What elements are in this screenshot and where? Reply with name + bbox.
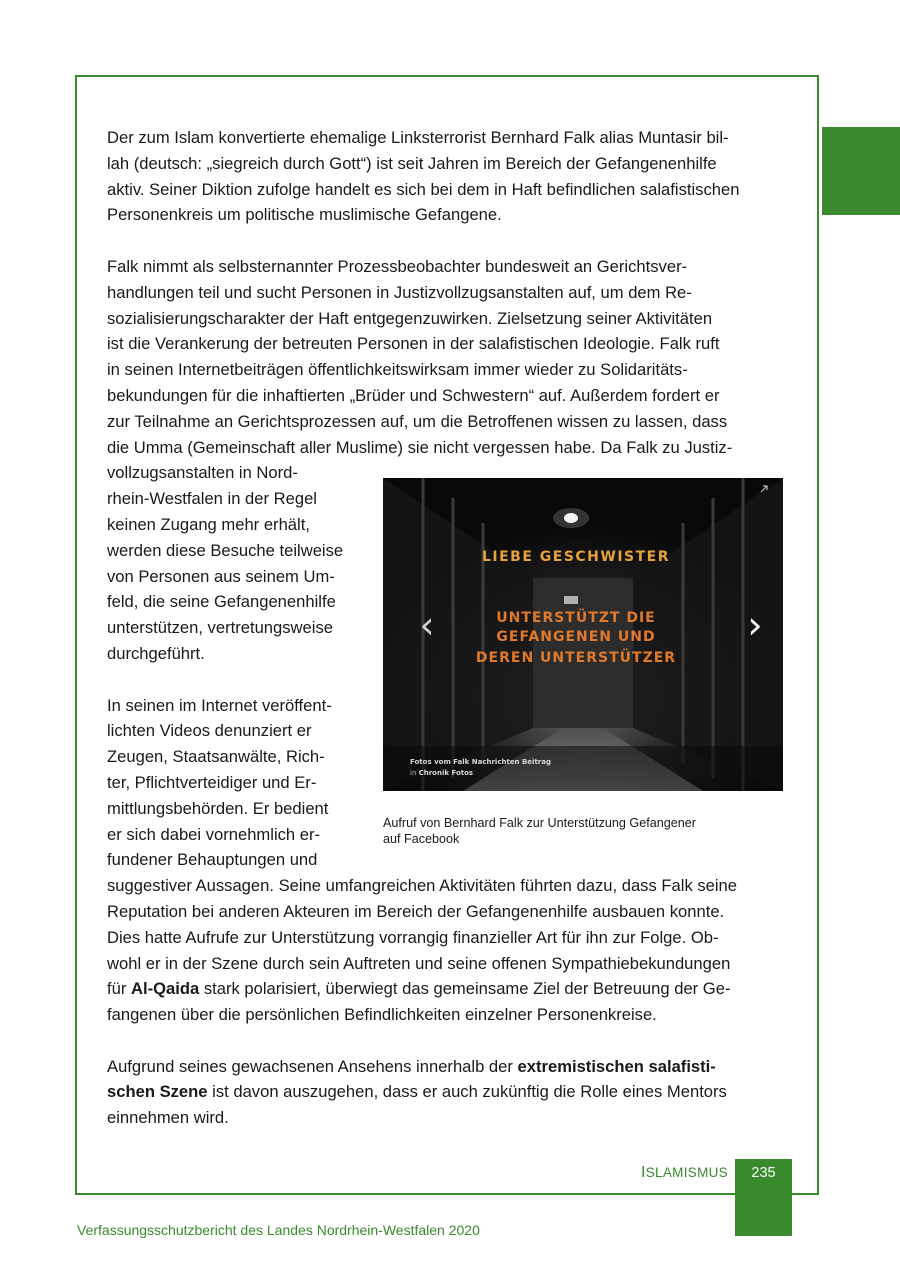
figure-headline: LIEBE GESCHWISTER xyxy=(481,549,671,565)
text-line: in seinen Internetbeiträgen öffentlichkeitswirksam immer wieder zu Solidaritäts- xyxy=(107,360,688,380)
text-line: feld, die seine Gefangenenhilfe xyxy=(107,592,336,612)
figure-subline-2: GEFANGENEN UND xyxy=(496,629,656,645)
caption-line: auf Facebook xyxy=(383,832,460,846)
text-line: Reputation bei anderen Akteuren im Bereich der Gefangenenhilfe ausbauen konnte. xyxy=(107,901,725,921)
text-line: er sich dabei vornehmlich er- xyxy=(107,824,321,844)
carousel-prev-icon[interactable]: ‹ xyxy=(419,603,435,647)
text-segment: für xyxy=(107,979,131,999)
text-segment: stark polarisiert, überwiegt das gemeinsame Ziel der Betreuung der Ge- xyxy=(199,979,731,999)
figure-footer-line-1: Fotos vom Falk Nachrichten Beitrag xyxy=(410,758,551,766)
text-line: Personenkreis um politische muslimische Gefangene. xyxy=(107,205,502,225)
text-line: aktiv. Seiner Diktion zufolge handelt es sich bei dem in Haft befindlichen salafistischen xyxy=(107,179,740,199)
text-segment: ist davon auszugehen, dass er auch zukünftig die Rolle eines Mentors xyxy=(207,1082,727,1102)
figure-subline-1: UNTERSTÜTZT DIE xyxy=(496,610,656,626)
text-line xyxy=(107,1079,797,1105)
text-line: Der zum Islam konvertierte ehemalige Linksterrorist Bernhard Falk alias Muntasir bil- xyxy=(107,128,729,147)
figure-caption xyxy=(383,815,783,847)
text-line: unterstützen, vertretungsweise xyxy=(107,618,333,638)
term-extremist-scene-cont: schen Szene xyxy=(107,1082,208,1102)
text-line: lichten Videos denunziert er xyxy=(107,721,312,741)
text-line: ist die Verankerung der betreuten Personen in der salafistischen Ideologie. Falk ruft xyxy=(107,334,720,354)
text-line: die Umma (Gemeinschaft aller Muslime) sie nicht vergessen habe. Da Falk zu Justiz- xyxy=(107,437,733,457)
text-line: sozialisierungscharakter der Haft entgegenzuwirken. Zielsetzung seiner Aktivitäten xyxy=(107,308,713,328)
facebook-post-image xyxy=(383,478,783,791)
chapter-side-tab xyxy=(822,127,900,215)
carousel-next-icon[interactable]: › xyxy=(747,603,763,647)
text-line: vollzugsanstalten in Nord- xyxy=(107,463,298,483)
text-line: suggestiver Aussagen. Seine umfangreichen Aktivitäten führten dazu, dass Falk seine xyxy=(107,876,738,896)
text-line: zur Teilnahme an Gerichtsprozessen auf, um die Betroffenen wissen zu lassen, dass xyxy=(107,411,728,431)
figure-footer-prefix: in xyxy=(410,769,419,777)
text-line: mittlungsbehörden. Er bedient xyxy=(107,798,329,818)
text-line: ter, Pflichtverteidiger und Er- xyxy=(107,772,317,792)
text-line xyxy=(107,1054,797,1080)
text-line: bekundungen für die inhaftierten „Brüder und Schwestern“ auf. Außerdem fordert er xyxy=(107,385,720,405)
section-label-initial: I xyxy=(641,1164,646,1181)
text-segment: Aufgrund seines gewachsenen Ansehens innerhalb der xyxy=(107,1056,518,1076)
term-extremist-scene: extremistischen salafisti- xyxy=(517,1056,716,1076)
text-line: In seinen im Internet veröffent- xyxy=(107,695,332,715)
section-label-rest: SLAMISMUS xyxy=(645,1165,728,1180)
text-line: Zeugen, Staatsanwälte, Rich- xyxy=(107,747,325,767)
text-line: einnehmen wird. xyxy=(107,1108,229,1128)
section-label xyxy=(641,1164,728,1182)
text-line: wohl er in der Szene durch sein Auftreten und seine offenen Sympathiebekundungen xyxy=(107,953,731,973)
term-al-qaida: Al-Qaida xyxy=(130,979,200,999)
page-number: 235 xyxy=(751,1165,776,1181)
text-line: werden diese Besuche teilweise xyxy=(107,540,344,560)
text-line: lah (deutsch: „siegreich durch Gott“) ist seit Jahren im Bereich der Gefangenenhilfe xyxy=(107,153,717,173)
text-line: fundener Behauptungen und xyxy=(107,850,318,870)
text-line: fangenen über die persönlichen Befindlichkeiten einzelner Personenkreise. xyxy=(107,1005,657,1025)
text-line: durchgeführt. xyxy=(107,643,205,663)
text-line: keinen Zugang mehr erhält, xyxy=(107,514,310,534)
text-line: von Personen aus seinem Um- xyxy=(107,566,335,586)
text-line: Falk nimmt als selbsternannter Prozessbeobachter bundesweit an Gerichtsver- xyxy=(107,256,688,276)
figure-footer-line-2 xyxy=(410,769,473,777)
report-title-footer: Verfassungsschutzbericht des Landes Nordrhein-Westfalen 2020 xyxy=(77,1222,480,1238)
text-line: Dies hatte Aufrufe zur Unterstützung vorrangig finanzieller Art für ihn zur Folge. Ob- xyxy=(107,927,719,947)
caption-line: Aufruf von Bernhard Falk zur Unterstützung Gefangener xyxy=(383,816,696,830)
text-line: handlungen teil und sucht Personen in Justizvollzugsanstalten auf, um dem Re- xyxy=(107,282,692,302)
text-line xyxy=(107,976,797,1002)
figure-footer-album[interactable]: Chronik Fotos xyxy=(418,769,474,777)
figure-subline-3: DEREN UNTERSTÜTZER xyxy=(475,650,677,666)
text-line: rhein-Westfalen in der Regel xyxy=(107,489,317,509)
